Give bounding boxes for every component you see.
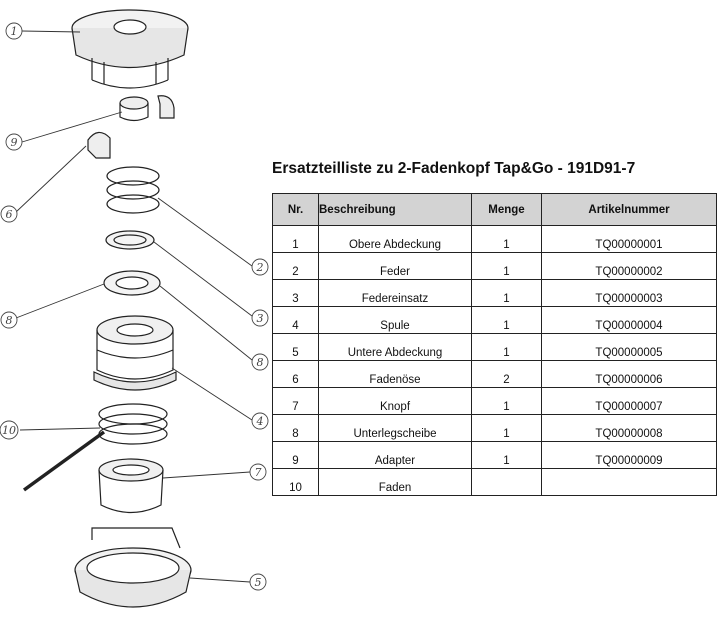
cell-desc: Unterlegscheibe [319, 415, 472, 442]
page-title: Ersatzteilliste zu 2-Fadenkopf Tap&Go - 191D91-7 [272, 160, 636, 177]
table-row [273, 307, 717, 334]
table-header-row [273, 194, 717, 226]
exploded-view-diagram [0, 0, 272, 624]
cell-qty: 1 [472, 280, 542, 307]
table-row [273, 253, 717, 280]
table-row [273, 361, 717, 388]
table-row [273, 415, 717, 442]
cell-art: TQ00000006 [542, 361, 717, 388]
cell-qty: 2 [472, 361, 542, 388]
part-top-cover [72, 10, 188, 88]
part-bottom-cover [75, 528, 191, 607]
cell-nr: 7 [273, 388, 319, 415]
cell-desc: Knopf [319, 388, 472, 415]
cell-desc: Adapter [319, 442, 472, 469]
label-7: 7 [254, 466, 262, 479]
label-9: 9 [10, 136, 18, 149]
cell-desc: Obere Abdeckung [319, 226, 472, 253]
cell-desc: Feder [319, 253, 472, 280]
header-nr: Nr. [273, 194, 319, 226]
table-row [273, 442, 717, 469]
cell-desc: Untere Abdeckung [319, 334, 472, 361]
label-3: 3 [256, 312, 264, 325]
cell-nr: 6 [273, 361, 319, 388]
cell-qty: 1 [472, 334, 542, 361]
leader-lines [16, 31, 252, 582]
label-8a: 8 [5, 314, 13, 327]
cell-desc: Federeinsatz [319, 280, 472, 307]
cell-art: TQ00000003 [542, 280, 717, 307]
cell-nr: 9 [273, 442, 319, 469]
cell-art: TQ00000001 [542, 226, 717, 253]
cell-nr: 1 [273, 226, 319, 253]
cell-qty: 1 [472, 442, 542, 469]
parts-table [272, 193, 717, 496]
part-spring [107, 167, 159, 213]
label-5: 5 [254, 576, 262, 589]
part-washer [104, 271, 160, 295]
label-4: 4 [256, 415, 264, 428]
cell-qty: 1 [472, 415, 542, 442]
cell-qty: 1 [472, 388, 542, 415]
cell-nr: 3 [273, 280, 319, 307]
header-quantity: Menge [472, 194, 542, 226]
part-spool [94, 316, 176, 390]
table-row [273, 334, 717, 361]
cell-nr: 5 [273, 334, 319, 361]
label-10: 10 [2, 424, 16, 437]
part-eyelet [88, 132, 110, 158]
cell-nr: 2 [273, 253, 319, 280]
part-adapter [120, 96, 174, 121]
part-knob [99, 459, 163, 513]
cell-desc: Fadenöse [319, 361, 472, 388]
cell-nr: 10 [273, 469, 319, 496]
cell-qty: 1 [472, 226, 542, 253]
cell-art: TQ00000008 [542, 415, 717, 442]
table-row [273, 388, 717, 415]
label-8b: 8 [256, 356, 264, 369]
cell-nr: 8 [273, 415, 319, 442]
cell-art: TQ00000004 [542, 307, 717, 334]
label-6: 6 [5, 208, 13, 221]
header-article-number: Artikelnummer [542, 194, 717, 226]
part-spring-insert [106, 231, 154, 249]
cell-art [542, 469, 717, 496]
table-row [273, 469, 717, 496]
header-description: Beschreibung [319, 194, 472, 226]
cell-art: TQ00000005 [542, 334, 717, 361]
cell-nr: 4 [273, 307, 319, 334]
cell-qty: 1 [472, 253, 542, 280]
cell-qty [472, 469, 542, 496]
label-2: 2 [256, 261, 264, 274]
cell-desc: Faden [319, 469, 472, 496]
cell-desc: Spule [319, 307, 472, 334]
cell-art: TQ00000007 [542, 388, 717, 415]
cell-qty: 1 [472, 307, 542, 334]
table-row [273, 280, 717, 307]
table-row [273, 226, 717, 253]
cell-art: TQ00000002 [542, 253, 717, 280]
cell-art: TQ00000009 [542, 442, 717, 469]
label-1: 1 [10, 25, 18, 38]
